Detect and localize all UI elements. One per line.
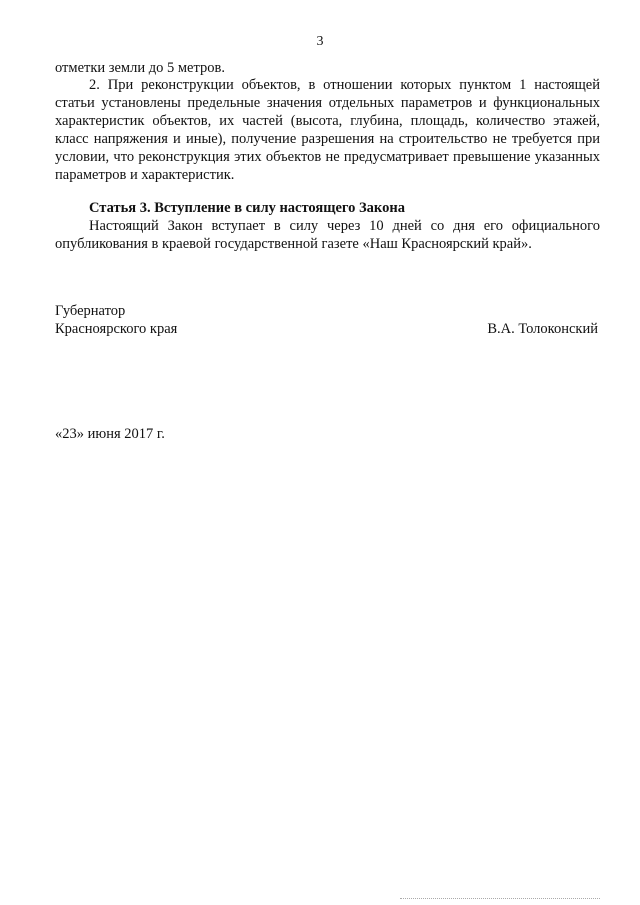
signatory-title-line1: Губернатор <box>55 303 126 319</box>
signatory-title-line2: Красноярского края <box>55 321 178 337</box>
paragraph-2-block <box>55 76 600 184</box>
paragraph-2: 2. При реконструкции объектов, в отношении которых пунктом 1 настоящей статьи установлены предельные значения отдельных параметров и функциональных характеристик объектов, их частей (высота, глубина, площадь, количество этажей, класс напряжения и иные), получение разрешения на строительство не требуется при условии, что реконструкция этих объектов не предусматривает превышение указанных параметров и характеристик. <box>55 77 600 183</box>
signatory-title <box>55 302 177 338</box>
scan-edge-mark <box>400 898 600 901</box>
signatory-name: В.А. Толоконский <box>487 321 598 337</box>
document-date: «23» июня 2017 г. <box>55 426 165 442</box>
continuation-text-block <box>55 59 600 77</box>
continuation-line: отметки земли до 5 метров. <box>55 60 225 76</box>
article-3-text: Настоящий Закон вступает в силу через 10 дней со дня его официального опубликования в краевой государственной газете «Наш Красноярский край». <box>55 218 600 252</box>
page-number: 3 <box>316 34 324 49</box>
article-3-title: Статья 3. Вступление в силу настоящего Закона <box>89 200 405 216</box>
article-3-block <box>55 199 600 253</box>
